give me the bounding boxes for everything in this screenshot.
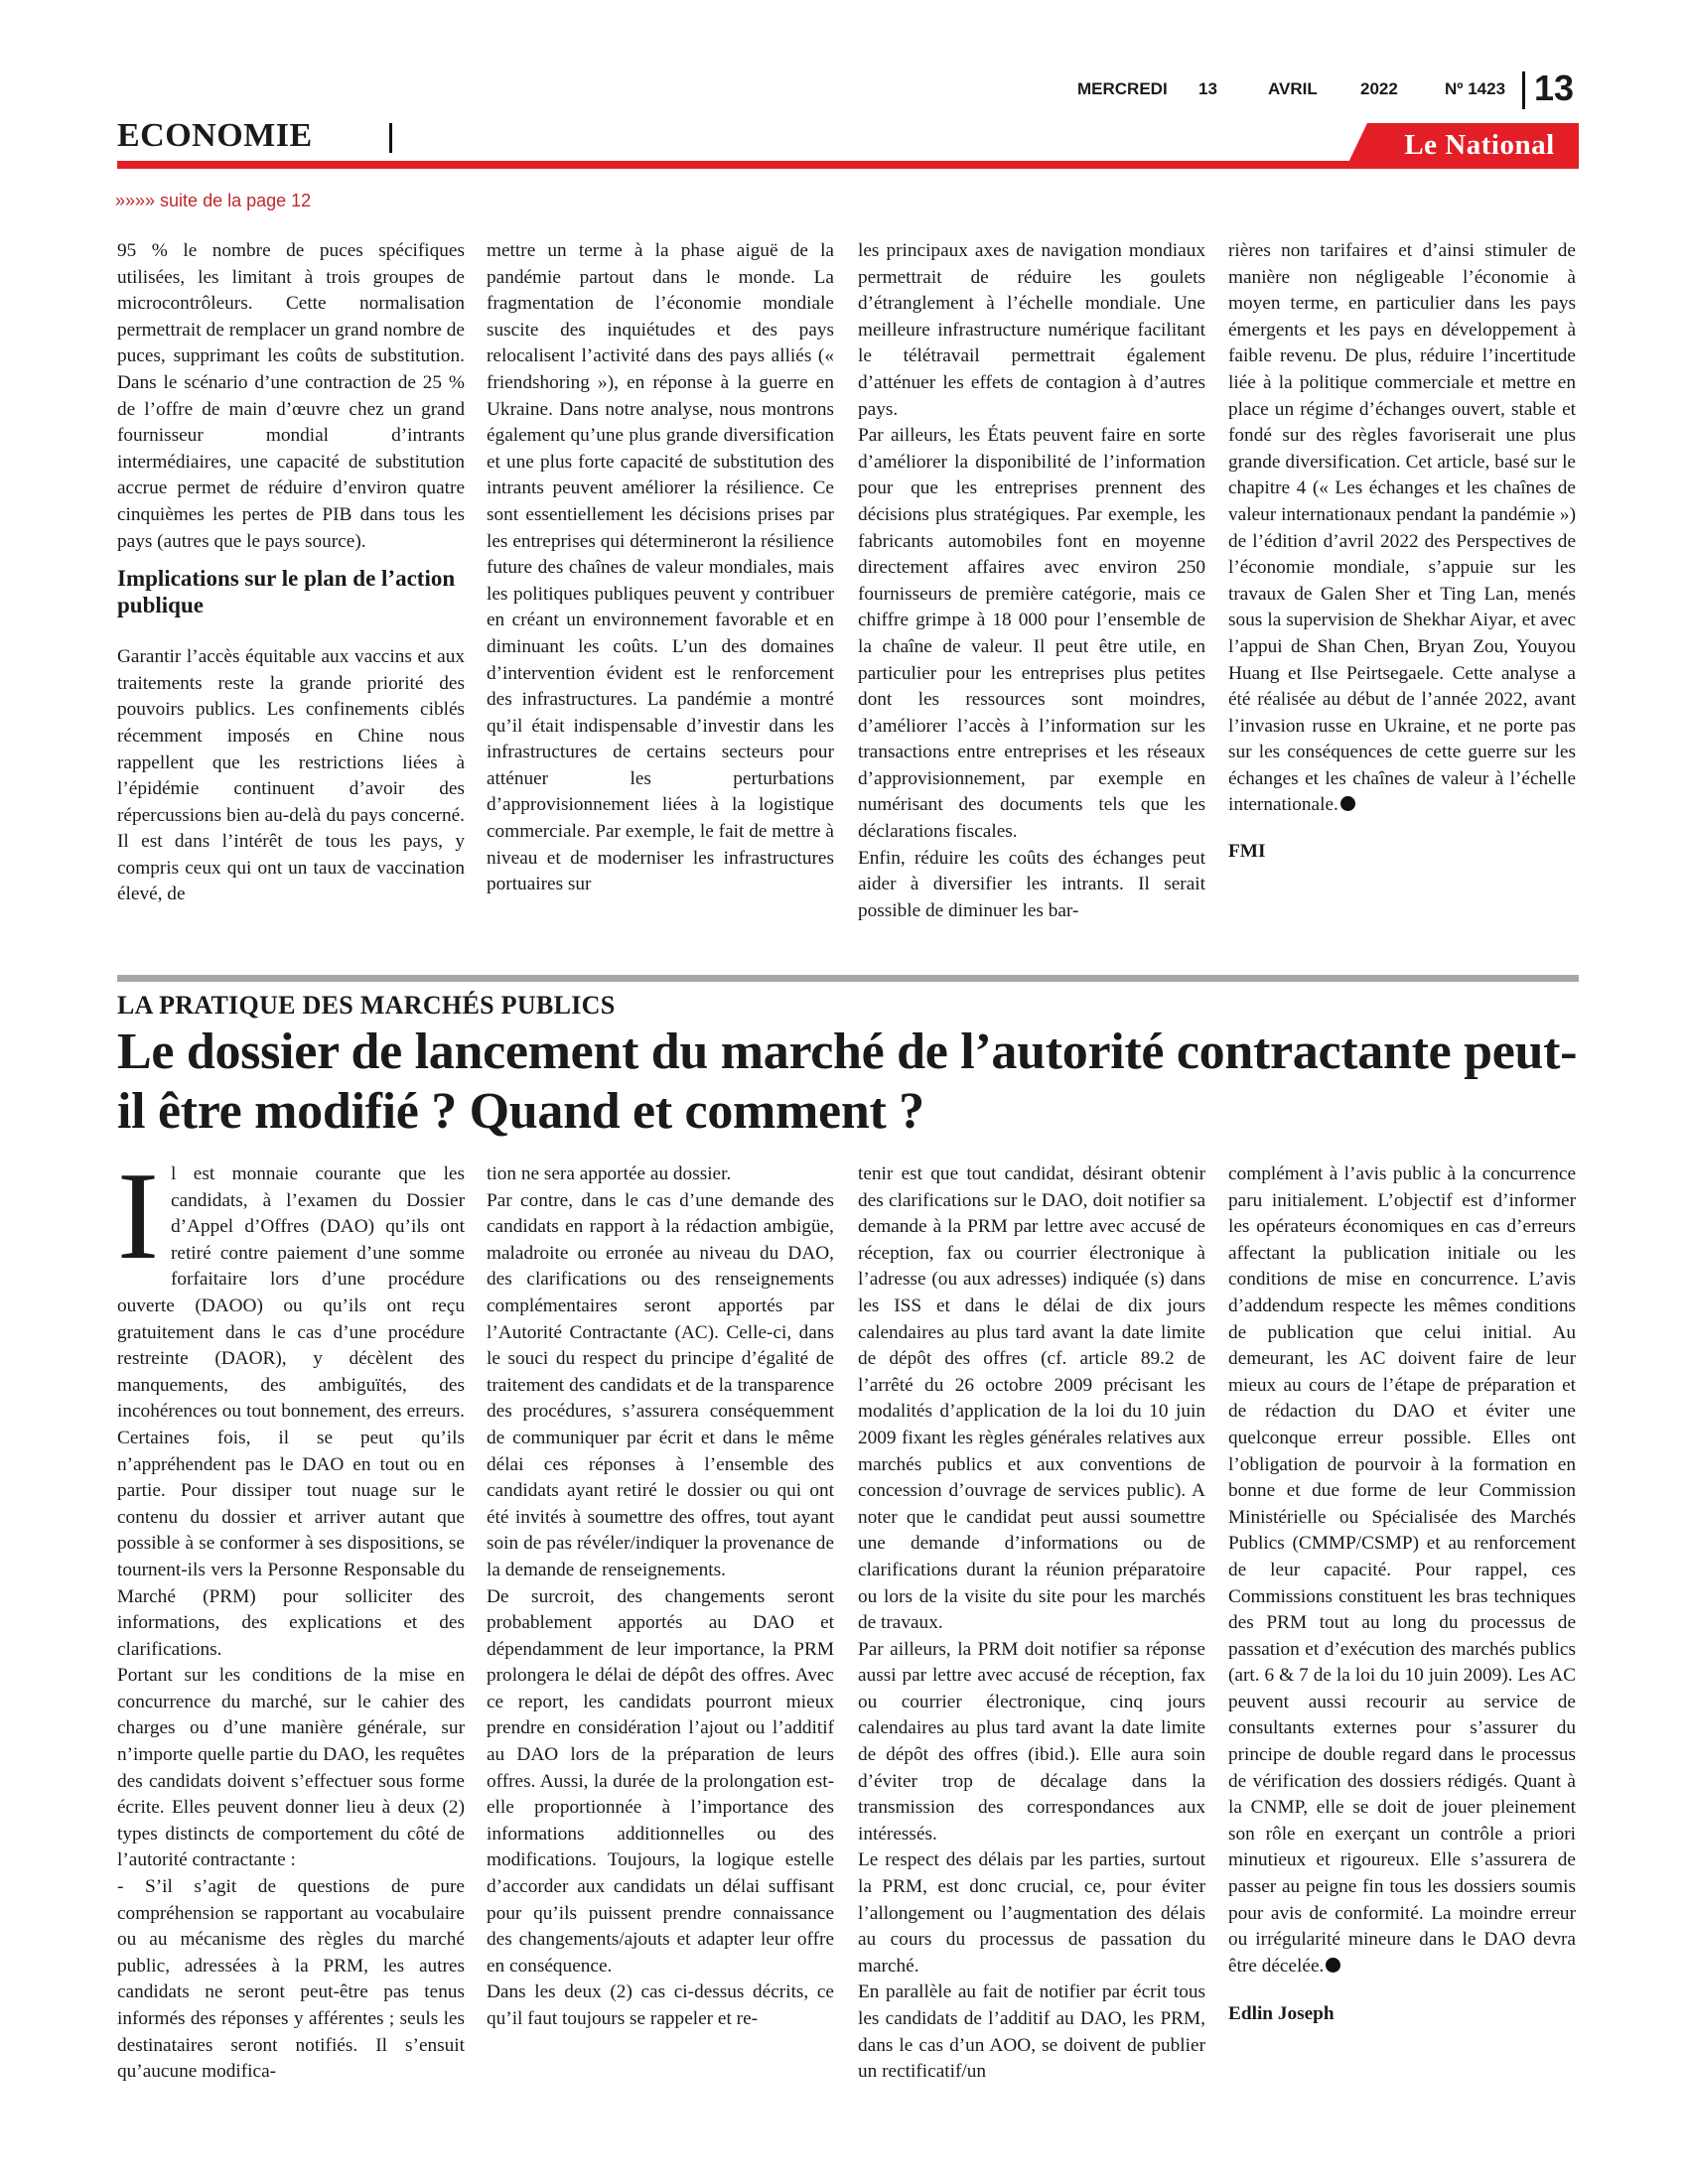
paragraph: tenir est que tout candidat, désirant obtenir des clarifications sur le DAO, doit notifier sa demande à la PRM par lettre avec accusé de réception, fax ou courrier électronique à l’adresse (ou aux adresses) indiquée (s) dans les ISS et dans le délai de dix jours calendaires au plus tard avant la date limite de dépôt des offres (cf. article 89.2 de l’arrêté du 26 octobre 2009 précisant les modalités d’application de la loi du 10 juin 2009 fixant les règles générales relatives aux marchés publics et aux conventions de concession d’ouvrage de services public). A noter que le candidat peut aussi soumettre une demande d’informations ou de clarifications durant la réunion préparatoire ou lors de la visite du site pour les marchés de travaux. [858, 1163, 1205, 1634]
paragraph: Par ailleurs, les États peuvent faire en sorte d’améliorer la disponibilité de l’information pour que les entreprises prennent des décisions plus stratégiques. Par exemple, les fabricants automobiles font en moyenne directement affaires avec environ 250 fournisseurs de première catégorie, mais ce chiffre grimpe à 18 000 pour l’ensemble de la chaîne de valeur. Il peut être utile, en particulier pour les entreprises plus petites dont les ressources sont moindres, d’améliorer l’accès à l’information sur les transactions entre entreprises et les réseaux d’approvisionnement, par exemple en numérisant des documents tels que les déclarations fiscales. [858, 425, 1205, 843]
continued-from-link[interactable]: »»»» suite de la page 12 [115, 191, 312, 210]
paragraph: Portant sur les conditions de la mise en concurrence du marché, sur le cahier des charges ou d’une manière générale, sur n’importe quelle partie du DAO, les requêtes des candidats doivent s’effectuer sous forme écrite. Elles peuvent donner lieu à deux (2) types distincts de comportement du côté de l’autorité contractante : [117, 1665, 465, 1871]
paragraph: De surcroit, des changements seront probablement apportés au DAO et dépendamment de leur importance, la PRM prolongera le délai de dépôt des offres. Avec ce report, les candidats pourront mieux prendre en considération l’ajout ou l’additif au DAO lors de la préparation de leurs offres. Aussi, la durée de la prolongation est-elle proportionnée à l’importance des informations additionnelles ou des modifications. Toujours, la logique estelle d’accorder aux candidats un délai suffisant pour qu’ils puissent prendre connaissance des changements/ajouts et adapter leur offre en conséquence. [487, 1585, 834, 1977]
page-number-divider [1522, 71, 1525, 109]
paragraph [1228, 1161, 1576, 1979]
paragraph: Garantir l’accès équitable aux vaccins et aux traitements reste la grande priorité des pouvoirs publics. Les confinements ciblés récemment imposés en Chine nous rappellent que les restrictions liées à l’épidémie continuent d’avoir des répercussions bien au-delà du pays concerné. Il est dans l’intérêt de tous les pays, y compris ceux qui ont un taux de vaccination élevé, de [117, 646, 465, 905]
header-red-rule [117, 161, 1579, 169]
paragraph-text: l est monnaie courante que les candidats, à l’examen du Dossier d’Appel d’Offres (DAO) qu’ils ont retiré contre paiement d’une somme forfaitaire lors d’une procédure ouverte (DAOO) ou qu’ils ont reçu gratuitement dans le cas d’une procédure restreinte (DAOR), y décèlent des manquements, des ambiguïtés, des incohérences ou tout bonnement, des erreurs. Certaines fois, il se peut qu’ils n’appréhendent pas le DAO en tout ou en partie. Pour dissiper tout nuage sur le contenu du dossier et arriver autant que possible à se conformer à ses dispositions, se tournent-ils vers la Personne Responsable du Marché (PRM) pour solliciter des informations, des explications et des clarifications. [117, 1163, 465, 1660]
section-divider [389, 123, 392, 153]
paragraph: tion ne sera apportée au dossier. [487, 1163, 732, 1184]
paragraph: Par ailleurs, la PRM doit notifier sa réponse aussi par lettre avec accusé de réception, fax ou courrier électronique, cinq jours calendaires au plus tard avant la date limite de dépôt des offres (ibid.). Elle aura soin d’éviter trop de décalage dans la transmission des correspondances aux intéressés. [858, 1638, 1205, 1844]
drop-cap: I [117, 1148, 159, 1286]
article1-column-2 [487, 238, 834, 898]
paragraph [117, 1148, 465, 1663]
paragraph: les principaux axes de navigation mondiaux permettrait de réduire les goulets d’étranglement à l’échelle mondiale. Une meilleure infrastructure numérique facilitant le télétravail permettrait également d’atténuer les effets de contagion à d’autres pays. [858, 240, 1205, 420]
article1-column-3 [858, 238, 1205, 924]
paragraph: Dans les deux (2) cas ci-dessus décrits, ce qu’il faut toujours se rappeler et re- [487, 1981, 834, 2029]
article2-column-1 [117, 1148, 465, 2086]
paragraph-text: rières non tarifaires et d’ainsi stimuler de manière non négligeable l’économie à moyen terme, en particulier dans les pays émergents et les pays en développement à faible revenu. De plus, réduire l’incertitude liée à la politique commerciale et mettre en place un régime d’échanges ouvert, stable et fondé sur des règles favoriserait une plus grande diversification. Cet article, basé sur le chapitre 4 (« Les échanges et les chaînes de valeur internationaux pendant la pandémie ») de l’édition d’avril 2022 des Perspectives de l’économie mondiale, s’appuie sur les travaux de Galen Sher et Ting Lan, menés sous la supervision de Shekhar Aiyar, et avec l’appui de Shan Chen, Bryan Zou, Youyou Huang et Ilse Peirtsegaele. Cette analyse a été réalisée au début de l’année 2022, avant l’invasion russe en Ukraine, et ne porte pas sur les conséquences de cette guerre sur les échanges et les chaînes de valeur à l’échelle internationale. [1228, 240, 1576, 816]
article1-column-4 [1228, 238, 1576, 866]
article2-column-2 [487, 1161, 834, 2033]
paragraph: 95 % le nombre de puces spécifiques utilisées, les limitant à trois groupes de microcontrôleurs. Cette normalisation permettrait de remplacer un grand nombre de puces, supprimant les coûts de substitution. Dans le scénario d’une contraction de 25 % de l’offre de main d’œuvre chez un grand fournisseur mondial d’intrants intermédiaires, une capacité de substitution accrue permet de réduire d’environ quatre cinquièmes les pertes de PIB dans tous les pays (autres que le pays source). [117, 240, 465, 552]
subheading: Implications sur le plan de l’action publique [117, 566, 456, 618]
paragraph: Le respect des délais par les parties, surtout la PRM, est donc crucial, ce, pour éviter l’allongement ou l’augmentation des délais au cours du processus de passation du marché. [858, 1849, 1205, 1977]
date-number: 13 [1198, 79, 1217, 98]
article2-column-4 [1228, 1161, 1576, 2028]
newspaper-brand: Le National [1404, 129, 1555, 161]
date-month: AVRIL [1268, 79, 1318, 98]
article1-signature: FMI [1228, 841, 1266, 863]
paragraph: mettre un terme à la phase aiguë de la pandémie partout dans le monde. La fragmentation de l’économie mondiale suscite des inquiétudes et des pays relocalisent l’activité dans des pays alliés (« friendshoring »), en réponse à la guerre en Ukraine. Dans notre analyse, nous montrons également qu’une plus grande diversification et une plus forte capacité de substitution des intrants peuvent améliorer la résilience. Ce sont essentiellement les décisions prises par les entreprises qui détermineront la résilience future des chaînes de valeur mondiales, mais les politiques publiques peuvent y contribuer en créant un environnement favorable et en diminuant les coûts. L’un des domaines d’intervention évident est le renforcement des infrastructures. La pandémie a montré qu’il était indispensable d’investir dans les infrastructures de certains secteurs pour atténuer les perturbations d’approvisionnement liées à la logistique commerciale. Par exemple, le fait de mettre à niveau et de moderniser les infrastructures portuaires sur [487, 240, 834, 895]
article2-kicker: LA PRATIQUE DES MARCHÉS PUBLICS [117, 991, 616, 1020]
date-day: MERCREDI [1077, 79, 1168, 98]
article2-column-3 [858, 1161, 1205, 2086]
end-of-article-icon [1326, 1958, 1340, 1973]
section-title: ECONOMIE [117, 117, 313, 154]
page-number: 13 [1534, 68, 1575, 108]
issue-number: Nº 1423 [1445, 79, 1506, 98]
paragraph: En parallèle au fait de notifier par écrit tous les candidats de l’additif au DAO, les PRM, dans le cas d’un AOO, se doivent de publier un rectificatif/un [858, 1981, 1205, 2083]
article2-headline: Le dossier de lancement du marché de l’autorité contractante peut-il être modifié ? Quand et comment ? [117, 1024, 1578, 1140]
paragraph: - S’il s’agit de questions de pure compréhension se rapportant au vocabulaire ou au mécanisme des règles du marché public, adressées à la PRM, les autres candidats ne seront peut-être pas tenus informés des réponses y afférentes ; seuls les destinataires seront notifiés. Il s’ensuit qu’aucune modifica- [117, 1876, 465, 2083]
date-year: 2022 [1360, 79, 1398, 98]
article2-signature: Edlin Joseph [1228, 2003, 1335, 2025]
paragraph: Enfin, réduire les coûts des échanges peut aider à diversifier les intrants. Il serait possible de diminuer les bar- [858, 847, 1205, 921]
article1-column-1 [117, 238, 465, 908]
paragraph [1228, 238, 1576, 819]
end-of-article-icon [1340, 796, 1355, 811]
article-divider [117, 975, 1579, 982]
paragraph-text: complément à l’avis public à la concurrence paru initialement. L’objectif est d’informer les opérateurs économiques en cas d’erreurs affectant la publication initiale ou les conditions de mise en concurrence. L’avis d’addendum respecte les mêmes conditions de publication que celui initial. Au demeurant, les AC doivent faire de leur mieux au cours de l’étape de préparation et de rédaction du DAO et éviter une quelconque erreur possible. Elles ont l’obligation de pourvoir à la formation en bonne et due forme de leur Commission Ministérielle ou Spécialisée des Marchés Publics (CMMP/CSMP) et au renforcement de leur capacité. Pour rappel, ces Commissions constituent les bras techniques des PRM tout au long du processus de passation et d’exécution des marchés publics (art. 6 & 7 de la loi du 10 juin 2009). Les AC peuvent aussi recourir au service de consultants externes pour s’assurer du principe de double regard dans le processus de vérification des dossiers rédigés. Quant à la CNMP, elle se doit de jouer pleinement son rôle en exerçant un contrôle a priori minutieux et rigoureux. Elle s’assurera de passer au peigne fin tous les dossiers soumis pour avis de conformité. La moindre erreur ou irrégularité mineure dans le DAO devra être décelée. [1228, 1163, 1576, 1977]
paragraph: Par contre, dans le cas d’une demande des candidats en rapport à la rédaction ambigüe, maladroite ou erronée au niveau du DAO, des clarifications ou des renseignements complémentaires seront apportés par l’Autorité Contractante (AC). Celle-ci, dans le souci du respect du principe d’égalité de traitement des candidats et de la transparence des procédures, s’assurera conséquemment de communiquer par écrit et dans le même délai ces réponses à l’ensemble des candidats ayant retiré le dossier ou qui ont été invités à soumettre des offres, tout ayant soin de pas révéler/indiquer la provenance de la demande de renseignements. [487, 1189, 834, 1580]
